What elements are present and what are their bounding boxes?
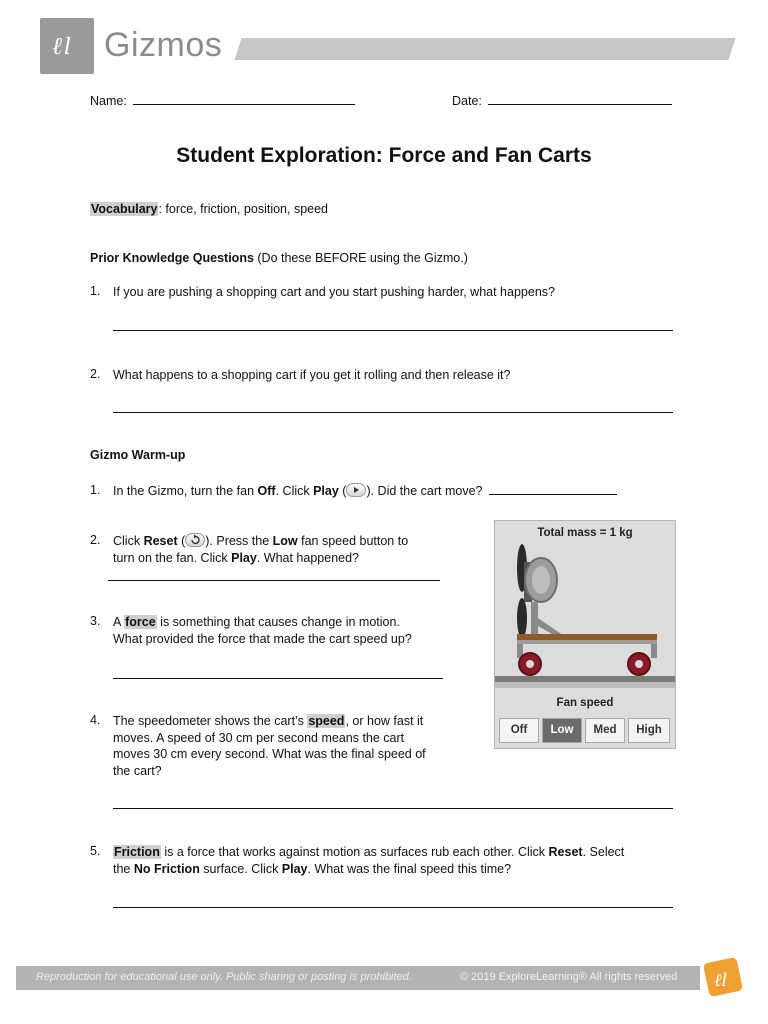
- wu-q1-part: (: [338, 484, 347, 498]
- el-logo-icon: [40, 18, 94, 74]
- wu-q5-part: the: [113, 861, 134, 876]
- vocabulary-label: Vocabulary: [91, 202, 158, 216]
- wu-q1-part: ). Did the cart move?: [366, 484, 483, 498]
- play-term: Play: [281, 861, 308, 876]
- no-friction-term: No Friction: [133, 861, 200, 876]
- gizmos-logo: [40, 18, 94, 74]
- wu-q4-number: 4.: [90, 713, 101, 727]
- footer-disclaimer: Reproduction for educational use only. Public sharing or posting is prohibited.: [36, 971, 412, 983]
- wu-q4-part: , or how fast it: [345, 714, 424, 728]
- reset-term: Reset: [143, 534, 178, 548]
- wu-q4-answer-line[interactable]: [113, 808, 673, 809]
- fan-cart-illustration: [495, 540, 675, 690]
- friction-term: Friction: [114, 845, 160, 859]
- total-mass-label: Total mass = 1 kg: [537, 527, 633, 539]
- name-field: [90, 93, 355, 108]
- pk-q2-text: What happens to a shopping cart if you get it rolling and then release it?: [113, 368, 511, 382]
- wu-q2-part: turn on the fan. Click: [113, 550, 232, 565]
- pk-q2-number: 2.: [90, 367, 101, 381]
- wu-q5-part: surface. Click: [199, 861, 282, 876]
- explorelearning-logo-icon: [700, 954, 746, 1000]
- wu-q1-answer-blank[interactable]: [489, 483, 617, 495]
- wu-q2-part: fan speed button to: [297, 534, 409, 548]
- header-decor-bar: [234, 38, 735, 60]
- vocabulary-terms: : force, friction, position, speed: [158, 202, 328, 216]
- low-term: Low: [272, 534, 298, 548]
- pk-q1-answer-line[interactable]: [113, 330, 673, 331]
- fan-speed-label: Fan speed: [556, 697, 614, 709]
- fan-off-button[interactable]: Off: [499, 718, 539, 743]
- play-button-icon: [346, 483, 366, 497]
- fan-blade-bottom: [517, 598, 527, 638]
- pk-q2-answer-line[interactable]: [113, 412, 673, 413]
- wu-q1-number: 1.: [90, 483, 101, 497]
- track: [495, 676, 675, 682]
- fan-low-button[interactable]: Low: [542, 718, 582, 743]
- vocabulary-line: [90, 202, 328, 216]
- date-label: Date:: [452, 94, 482, 108]
- fan-med-button[interactable]: Med: [585, 718, 625, 743]
- wu-q2-part: . What happened?: [256, 550, 360, 565]
- wu-q2-part: ). Press the: [205, 534, 273, 548]
- cart-deck: [517, 634, 657, 640]
- wu-q5-number: 5.: [90, 844, 101, 858]
- wu-q5-part: is a force that works against motion as surfaces rub each other. Click: [160, 845, 549, 859]
- svg-text:ℓ: ℓ: [52, 32, 62, 60]
- wu-q4-text: [113, 713, 483, 779]
- reset-button-icon: [185, 533, 205, 547]
- wu-q2-number: 2.: [90, 533, 101, 547]
- wu-q3-text: [113, 614, 473, 647]
- wu-q3-answer-line[interactable]: [113, 678, 443, 679]
- wu-q3-part: is something that causes change in motion.: [156, 615, 400, 629]
- wu-q2-text: [113, 533, 473, 566]
- warmup-heading: Gizmo Warm-up: [90, 448, 186, 462]
- wu-q2-part: (: [177, 534, 186, 548]
- footer-copyright: © 2019 ExploreLearning® All rights reserved: [460, 971, 678, 983]
- wu-q3-number: 3.: [90, 614, 101, 628]
- play-term: Play: [313, 484, 339, 498]
- wu-q4-part: The speedometer shows the cart’s: [113, 714, 308, 728]
- wu-q4-line4: the cart?: [113, 763, 162, 778]
- wu-q1-part: . Click: [275, 484, 314, 498]
- page-title: Student Exploration: Force and Fan Carts: [176, 144, 592, 167]
- pk-q1-text: If you are pushing a shopping cart and you start pushing harder, what happens?: [113, 285, 555, 299]
- prior-knowledge-note: (Do these BEFORE using the Gizmo.): [253, 251, 468, 265]
- prior-knowledge-title: Prior Knowledge Questions: [90, 251, 254, 265]
- wu-q2-answer-line[interactable]: [108, 580, 440, 581]
- fan-high-button[interactable]: High: [628, 718, 670, 743]
- date-blank[interactable]: [488, 93, 672, 105]
- reset-term: Reset: [548, 845, 583, 859]
- pk-q1-number: 1.: [90, 284, 101, 298]
- wu-q5-answer-line[interactable]: [113, 907, 673, 908]
- prior-knowledge-heading: [90, 251, 468, 265]
- wu-q5-part: . Select: [582, 845, 625, 859]
- wu-q2-part: Click: [113, 534, 144, 548]
- play-term: Play: [231, 550, 257, 565]
- date-field: [452, 93, 672, 108]
- wu-q5-text: [113, 844, 693, 877]
- force-term: force: [125, 615, 156, 629]
- wu-q1-text: [113, 483, 617, 500]
- wu-q1-part: In the Gizmo, turn the fan: [113, 484, 258, 498]
- svg-text:ℓl: ℓl: [714, 970, 728, 991]
- wu-q4-line2: moves. A speed of 30 cm per second means the cart: [113, 730, 405, 745]
- name-blank[interactable]: [133, 93, 355, 105]
- brand-name: Gizmos: [104, 26, 223, 64]
- speed-term: speed: [308, 714, 345, 728]
- fan-post: [531, 602, 538, 638]
- wu-q5-part: . What was the final speed this time?: [307, 861, 512, 876]
- off-term: Off: [257, 484, 276, 498]
- wu-q3-part: A: [113, 615, 125, 629]
- wu-q3-line2: What provided the force that made the cart speed up?: [113, 631, 412, 646]
- svg-text:l: l: [64, 35, 72, 60]
- name-label: Name:: [90, 94, 127, 108]
- wu-q4-line3: moves 30 cm every second. What was the final speed of: [113, 747, 426, 761]
